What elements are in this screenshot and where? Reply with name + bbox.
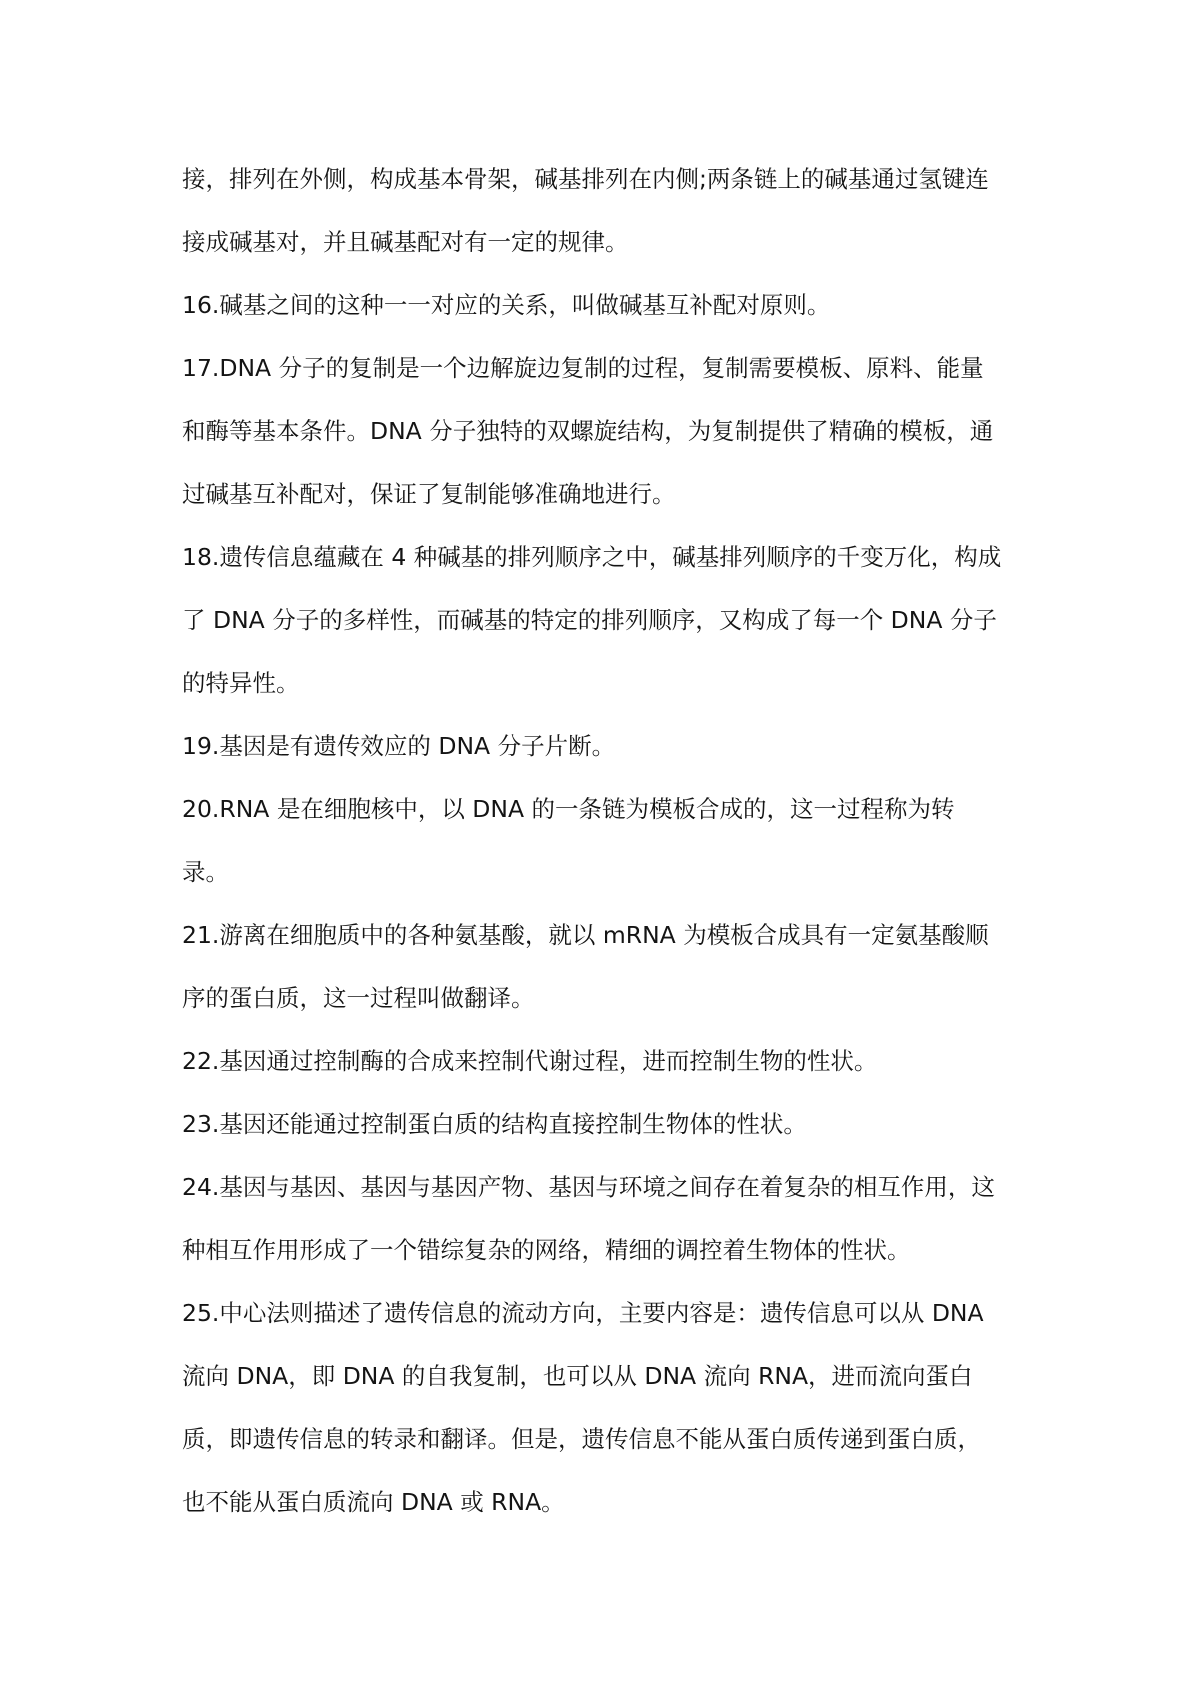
- text-line: 21.游离在细胞质中的各种氨基酸，就以 mRNA 为模板合成具有一定氨基酸顺: [182, 921, 989, 949]
- text-line: 25.中心法则描述了遗传信息的流动方向，主要内容是：遗传信息可以从 DNA: [182, 1299, 984, 1327]
- text-line: 22.基因通过控制酶的合成来控制代谢过程，进而控制生物的性状。: [182, 1047, 878, 1075]
- paragraph-item-24: [182, 1156, 1032, 1282]
- text-line: 16.碱基之间的这种一一对应的关系，叫做碱基互补配对原则。: [182, 291, 831, 319]
- text-line: 的特异性。: [182, 669, 300, 697]
- document-body: [182, 148, 1032, 1534]
- paragraph-item-17: [182, 337, 1032, 526]
- text-line: 24.基因与基因、基因与基因产物、基因与环境之间存在着复杂的相互作用，这: [182, 1173, 995, 1201]
- text-line: 接成碱基对，并且碱基配对有一定的规律。: [182, 228, 629, 256]
- text-line: 17.DNA 分子的复制是一个边解旋边复制的过程，复制需要模板、原料、能量: [182, 354, 984, 382]
- text-line: 了 DNA 分子的多样性，而碱基的特定的排列顺序，又构成了每一个 DNA 分子: [182, 606, 997, 634]
- text-line: 也不能从蛋白质流向 DNA 或 RNA。: [182, 1488, 565, 1516]
- paragraph-item-23: [182, 1093, 1032, 1156]
- paragraph-item-22: [182, 1030, 1032, 1093]
- text-line: 20.RNA 是在细胞核中，以 DNA 的一条链为模板合成的，这一过程称为转: [182, 795, 955, 823]
- paragraph-item-18: [182, 526, 1032, 715]
- text-line: 质，即遗传信息的转录和翻译。但是，遗传信息不能从蛋白质传递到蛋白质，: [182, 1425, 981, 1453]
- text-line: 序的蛋白质，这一过程叫做翻译。: [182, 984, 535, 1012]
- text-line: 23.基因还能通过控制蛋白质的结构直接控制生物体的性状。: [182, 1110, 807, 1138]
- paragraph-item-25: [182, 1282, 1032, 1534]
- text-line: 录。: [182, 858, 229, 886]
- text-line: 19.基因是有遗传效应的 DNA 分子片断。: [182, 732, 616, 760]
- text-line: 和酶等基本条件。DNA 分子独特的双螺旋结构，为复制提供了精确的模板，通: [182, 417, 994, 445]
- paragraph-item-21: [182, 904, 1032, 1030]
- paragraph-item-16: [182, 274, 1032, 337]
- text-line: 18.遗传信息蕴藏在 4 种碱基的排列顺序之中，碱基排列顺序的千变万化，构成: [182, 543, 1002, 571]
- paragraph-item-19: [182, 715, 1032, 778]
- text-line: 种相互作用形成了一个错综复杂的网络，精细的调控着生物体的性状。: [182, 1236, 911, 1264]
- paragraph-item-20: [182, 778, 1032, 904]
- text-line: 接，排列在外侧，构成基本骨架，碱基排列在内侧;两条链上的碱基通过氢键连: [182, 165, 989, 193]
- paragraph-continuation: [182, 148, 1032, 274]
- text-line: 流向 DNA，即 DNA 的自我复制，也可以从 DNA 流向 RNA，进而流向蛋白: [182, 1362, 973, 1390]
- text-line: 过碱基互补配对，保证了复制能够准确地进行。: [182, 480, 676, 508]
